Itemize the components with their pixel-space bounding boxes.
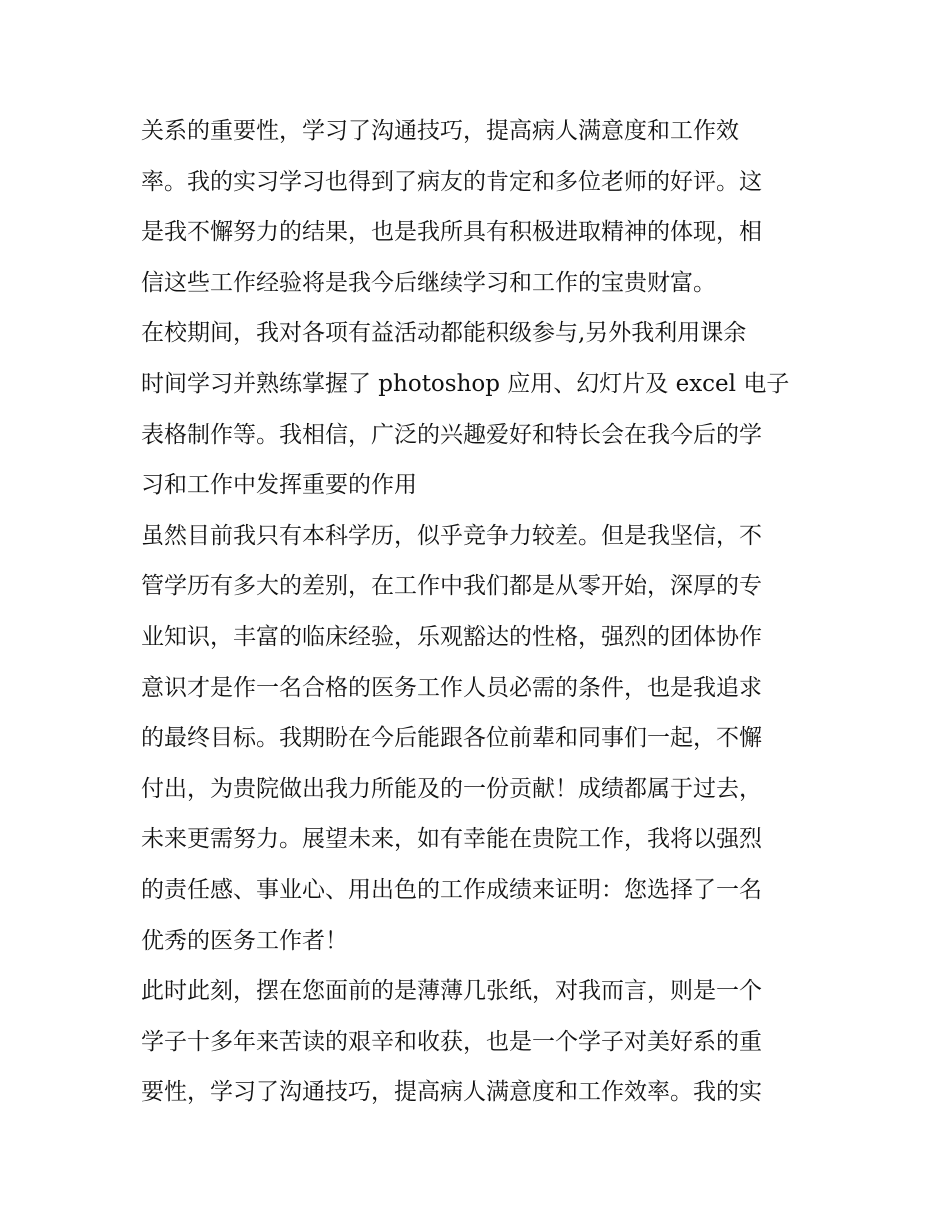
text-line: 率。我的实习学习也得到了病友的肯定和多位老师的好评。这 bbox=[141, 168, 762, 195]
text-line: 的最终目标。我期盼在今后能跟各位前辈和同事们一起，不懈 bbox=[141, 725, 762, 752]
text-line: 在校期间，我对各项有益活动都能积级参与,另外我利用课余 bbox=[141, 320, 747, 347]
text-line: 虽然目前我只有本科学历，似乎竞争力较差。但是我坚信，不 bbox=[141, 522, 762, 549]
text-line: 未来更需努力。展望未来，如有幸能在贵院工作，我将以强烈 bbox=[141, 826, 762, 853]
text-line: 管学历有多大的差别，在工作中我们都是从零开始，深厚的专 bbox=[141, 573, 762, 600]
text-line: 付出，为贵院做出我力所能及的一份贡献！成绩都属于过去， bbox=[141, 775, 762, 802]
text-line: 时间学习并熟练掌握了 photoshop 应用、幻灯片及 excel 电子 bbox=[141, 370, 790, 397]
text-line: 此时此刻，摆在您面前的是薄薄几张纸，对我而言，则是一个 bbox=[141, 978, 762, 1005]
text-line: 优秀的医务工作者！ bbox=[141, 927, 348, 954]
text-line: 学子十多年来苦读的艰辛和收获，也是一个学子对美好系的重 bbox=[141, 1028, 762, 1055]
text-line: 的责任感、事业心、用出色的工作成绩来证明：您选择了一名 bbox=[141, 876, 762, 903]
text-line: 表格制作等。我相信，广泛的兴趣爱好和特长会在我今后的学 bbox=[141, 421, 762, 448]
text-line: 关系的重要性，学习了沟通技巧，提高病人满意度和工作效 bbox=[141, 118, 739, 144]
text-line: 要性，学习了沟通技巧，提高病人满意度和工作效率。我的实 bbox=[141, 1079, 762, 1106]
text-line: 信这些工作经验将是我今后继续学习和工作的宝贵财富。 bbox=[141, 269, 716, 296]
text-line: 业知识，丰富的临床经验，乐观豁达的性格，强烈的团体协作 bbox=[141, 623, 762, 650]
text-line: 习和工作中发挥重要的作用 bbox=[141, 472, 417, 499]
document-body bbox=[141, 106, 813, 1118]
text-line: 是我不懈努力的结果，也是我所具有积极进取精神的体现，相 bbox=[141, 219, 762, 246]
text-line: 意识才是作一名合格的医务工作人员必需的条件，也是我追求 bbox=[141, 674, 762, 701]
